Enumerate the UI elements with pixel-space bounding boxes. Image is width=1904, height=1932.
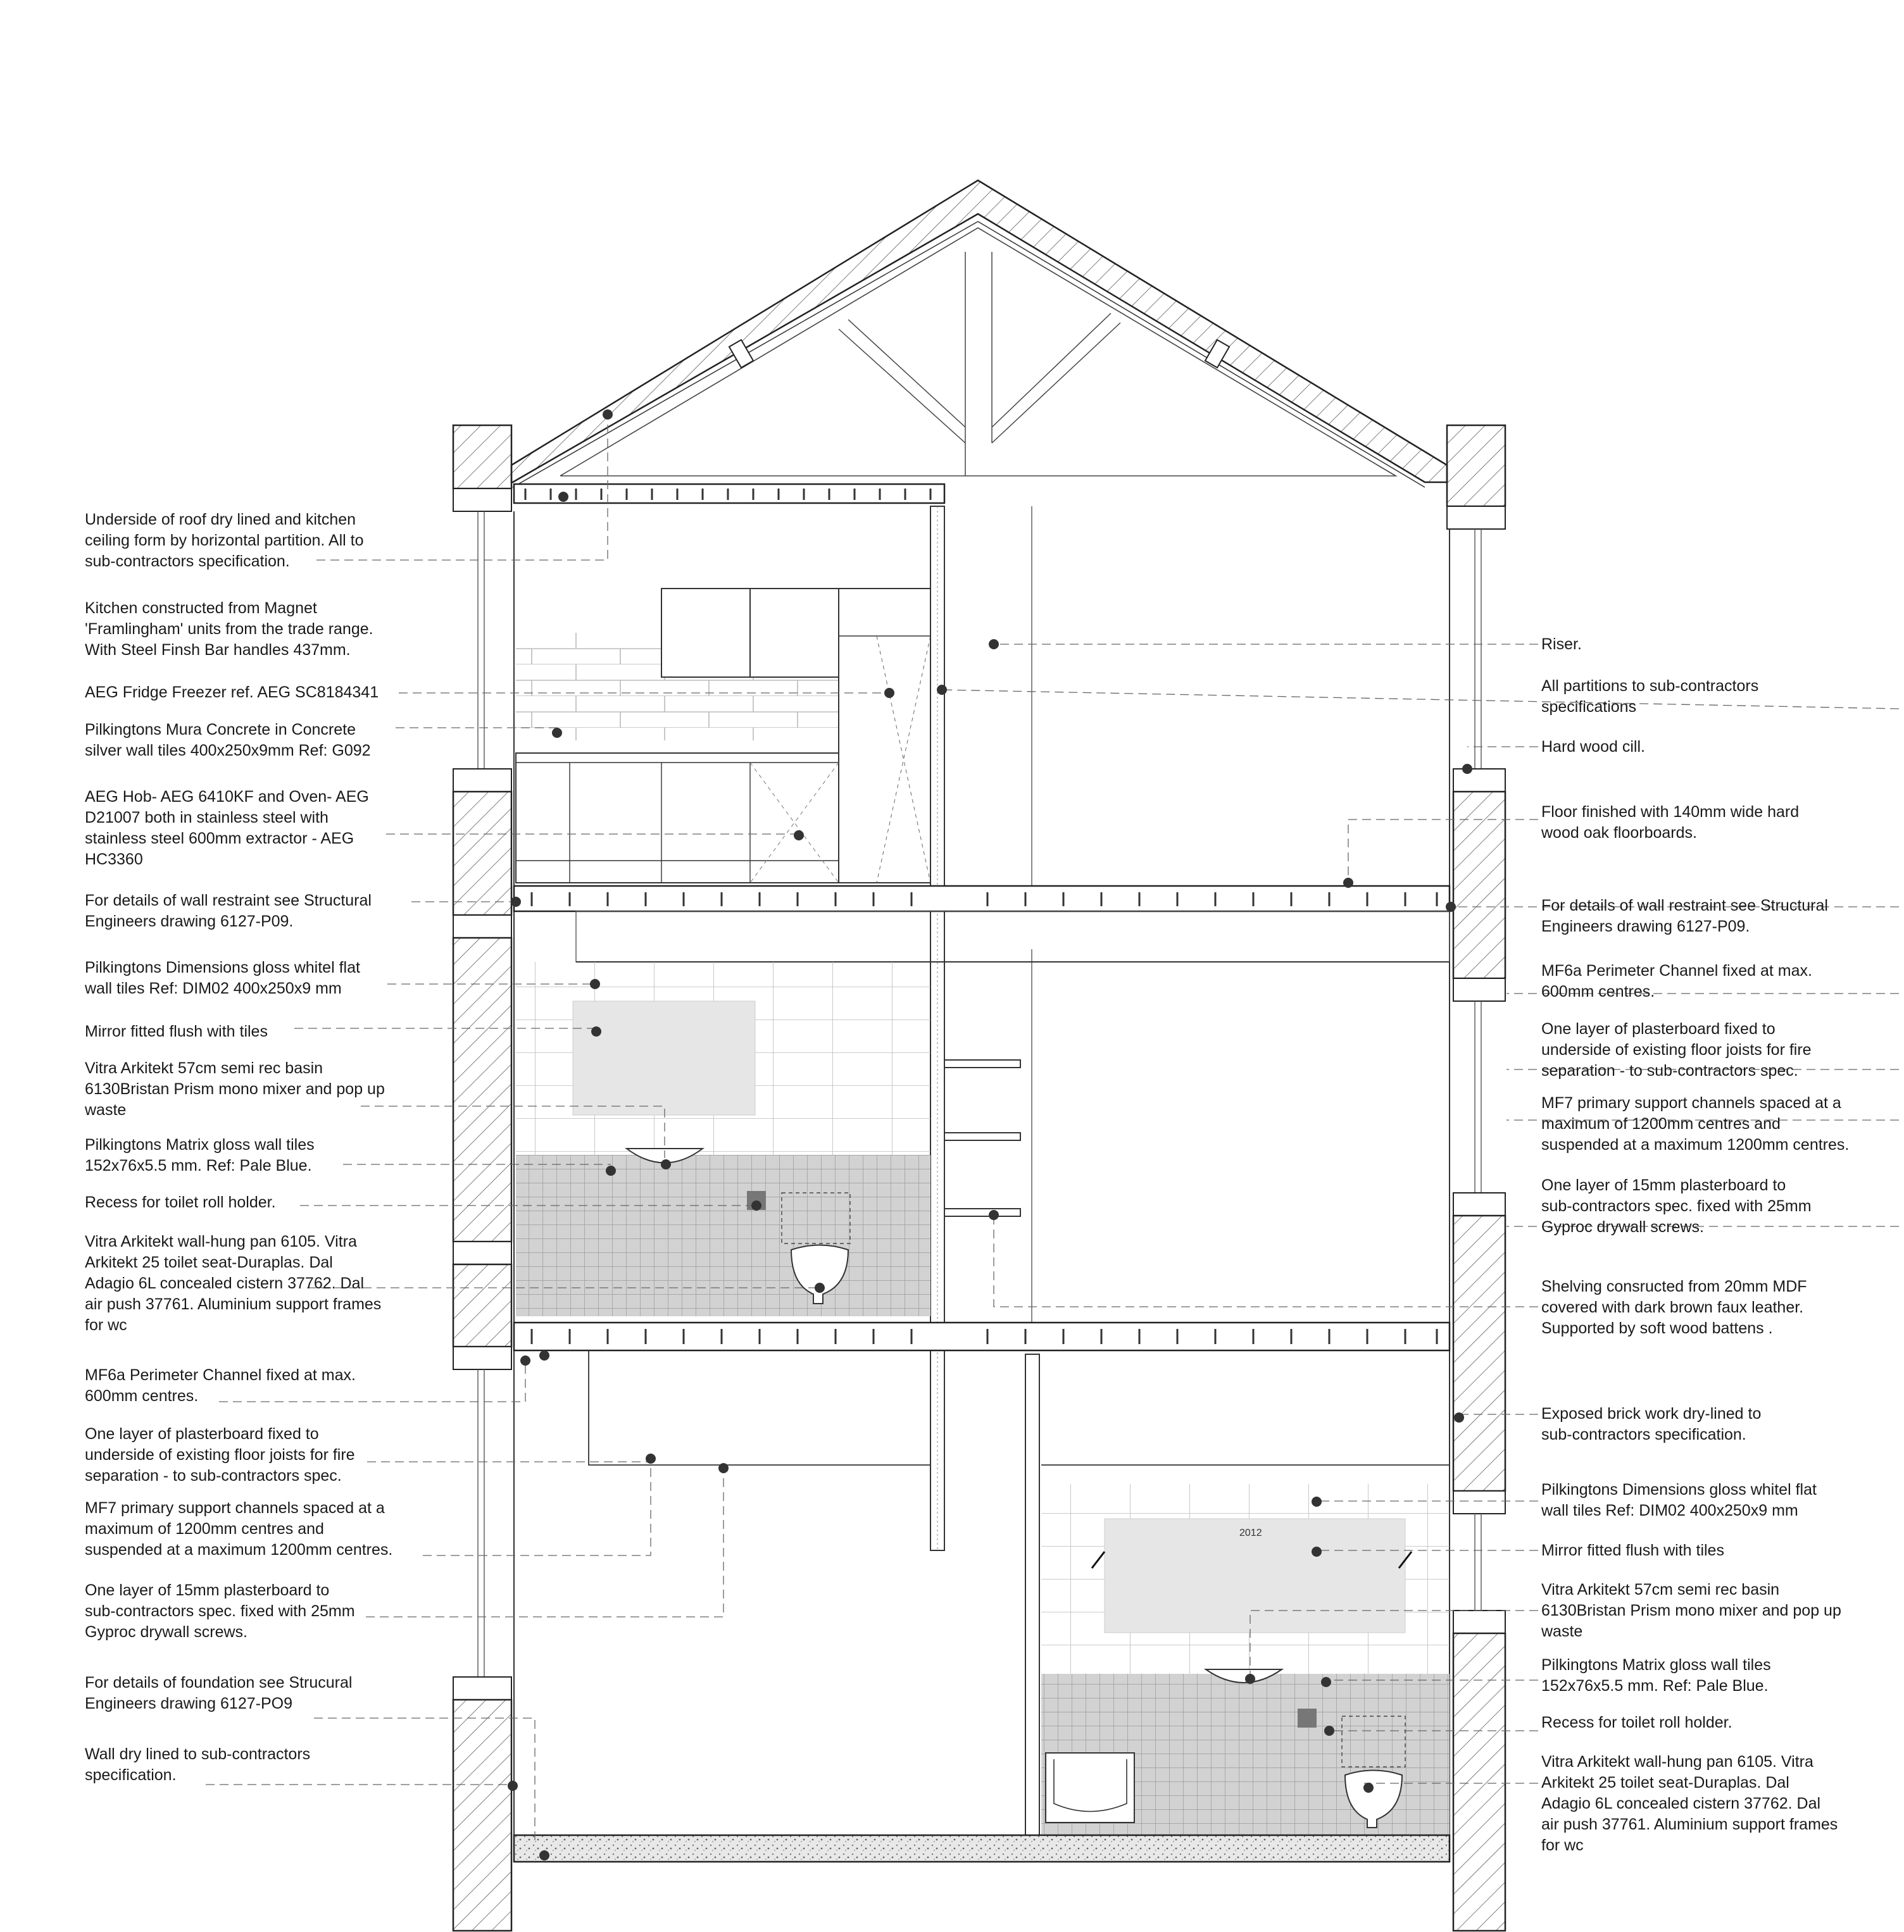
note-plasterboard-left: One layer of plasterboard fixed to underside of existing floor joists for fire separation - to sub-contractors spec. bbox=[85, 1425, 355, 1485]
note-upper-toilet-roll: Recess for toilet roll holder. bbox=[85, 1193, 276, 1211]
kitchen bbox=[516, 589, 930, 883]
note-fridge-freezer: AEG Fridge Freezer ref. AEG SC8184341 bbox=[85, 683, 379, 701]
roof bbox=[511, 180, 1447, 487]
note-upper-basin: Vitra Arkitekt 57cm semi rec basin 6130Bristan Prism mono mixer and pop up waste bbox=[85, 1059, 385, 1119]
note-upper-mirror: Mirror fitted flush with tiles bbox=[85, 1023, 268, 1040]
note-lower-bath-tiles: Pilkingtons Dimensions gloss whitel flat wall tiles Ref: DIM02 400x250x9 mm bbox=[1541, 1481, 1817, 1519]
note-roof-dry-lining: Underside of roof dry lined and kitchen ceiling form by horizontal partition. All to sub-contractors specification. bbox=[85, 511, 364, 570]
note-lower-mirror: Mirror fitted flush with tiles bbox=[1541, 1542, 1724, 1559]
note-lower-basin: Vitra Arkitekt 57cm semi rec basin 6130Bristan Prism mono mixer and pop up waste bbox=[1541, 1581, 1841, 1640]
note-kitchen-units: Kitchen constructed from Magnet 'Framlingham' units from the trade range. With Steel Finsh Bar handles 437mm. bbox=[85, 599, 373, 659]
note-lower-matrix-tiles: Pilkingtons Matrix gloss wall tiles 152x76x5.5 mm. Ref: Pale Blue. bbox=[1541, 1656, 1771, 1695]
note-perimeter-channel-right: MF6a Perimeter Channel fixed at max. 600mm centres. bbox=[1541, 962, 1812, 1000]
ground-floor-ceiling bbox=[514, 1323, 1450, 1465]
note-exposed-brickwork: Exposed brick work dry-lined to sub-contractors specification. bbox=[1541, 1405, 1762, 1443]
note-shelving: Shelving consructed from 20mm MDF covered with dark brown faux leather. Supported by soft wood battens . bbox=[1541, 1278, 1807, 1337]
note-hard-wood-cill: Hard wood cill. bbox=[1541, 738, 1645, 756]
note-lower-toilet-roll: Recess for toilet roll holder. bbox=[1541, 1714, 1732, 1731]
note-foundation: For details of foundation see Strucural Engineers drawing 6127-PO9 bbox=[85, 1674, 353, 1712]
note-wall-dry-lined: Wall dry lined to sub-contractors specification. bbox=[85, 1745, 311, 1784]
note-lower-wc: Vitra Arkitekt wall-hung pan 6105. Vitra Arkitekt 25 toilet seat-Duraplas. Dal Adagio 6L concealed cistern 37762. Dal air push 37761. Aluminium support frames for wc bbox=[1541, 1753, 1838, 1854]
note-plasterboard-right: One layer of plasterboard fixed to underside of existing floor joists for fire separation - to sub-contractors spec. bbox=[1541, 1020, 1812, 1080]
note-hob-oven: AEG Hob- AEG 6410KF and Oven- AEG D21007 both in stainless steel with stainless steel 600mm extractor - AEG HC3360 bbox=[85, 788, 369, 868]
kitchen-ceiling bbox=[514, 484, 944, 503]
note-support-channels-left: MF7 primary support channels spaced at a maximum of 1200mm centres and suspended at a maximum 1200mm centres. bbox=[85, 1499, 393, 1559]
note-support-channels-right: MF7 primary support channels spaced at a maximum of 1200mm centres and suspended at a maximum 1200mm centres. bbox=[1541, 1094, 1850, 1154]
note-kitchen-wall-tiles: Pilkingtons Mura Concrete in Concrete silver wall tiles 400x250x9mm Ref: G092 bbox=[85, 721, 371, 759]
first-floor bbox=[514, 886, 1450, 962]
ground-slab bbox=[514, 1835, 1450, 1862]
upper-bathroom bbox=[516, 962, 930, 1316]
central-partition bbox=[930, 506, 1039, 1835]
note-partitions: All partitions to sub-contractors specifications bbox=[1541, 677, 1759, 716]
note-riser: Riser. bbox=[1541, 635, 1582, 653]
mirror-label: 2012 bbox=[1239, 1528, 1262, 1538]
note-upper-bath-tiles: Pilkingtons Dimensions gloss whitel flat wall tiles Ref: DIM02 400x250x9 mm bbox=[85, 959, 360, 997]
note-15mm-plasterboard-right: One layer of 15mm plasterboard to sub-contractors spec. fixed with 25mm Gyproc drywall screws. bbox=[1541, 1176, 1812, 1236]
note-oak-floorboards: Floor finished with 140mm wide hard wood oak floorboards. bbox=[1541, 803, 1800, 842]
note-wall-restraint-right: For details of wall restraint see Structural Engineers drawing 6127-P09. bbox=[1541, 897, 1828, 935]
note-perimeter-channel-left: MF6a Perimeter Channel fixed at max. 600mm centres. bbox=[85, 1366, 356, 1405]
note-upper-matrix-tiles: Pilkingtons Matrix gloss wall tiles 152x76x5.5 mm. Ref: Pale Blue. bbox=[85, 1136, 315, 1175]
note-wall-restraint-left: For details of wall restraint see Structural Engineers drawing 6127-P09. bbox=[85, 892, 372, 930]
note-15mm-plasterboard-left: One layer of 15mm plasterboard to sub-contractors spec. fixed with 25mm Gyproc drywall screws. bbox=[85, 1581, 355, 1641]
note-upper-wc: Vitra Arkitekt wall-hung pan 6105. Vitra Arkitekt 25 toilet seat-Duraplas. Dal Adagio 6L concealed cistern 37762. Dal air push 37761. Aluminium support frames for wc bbox=[85, 1233, 382, 1334]
